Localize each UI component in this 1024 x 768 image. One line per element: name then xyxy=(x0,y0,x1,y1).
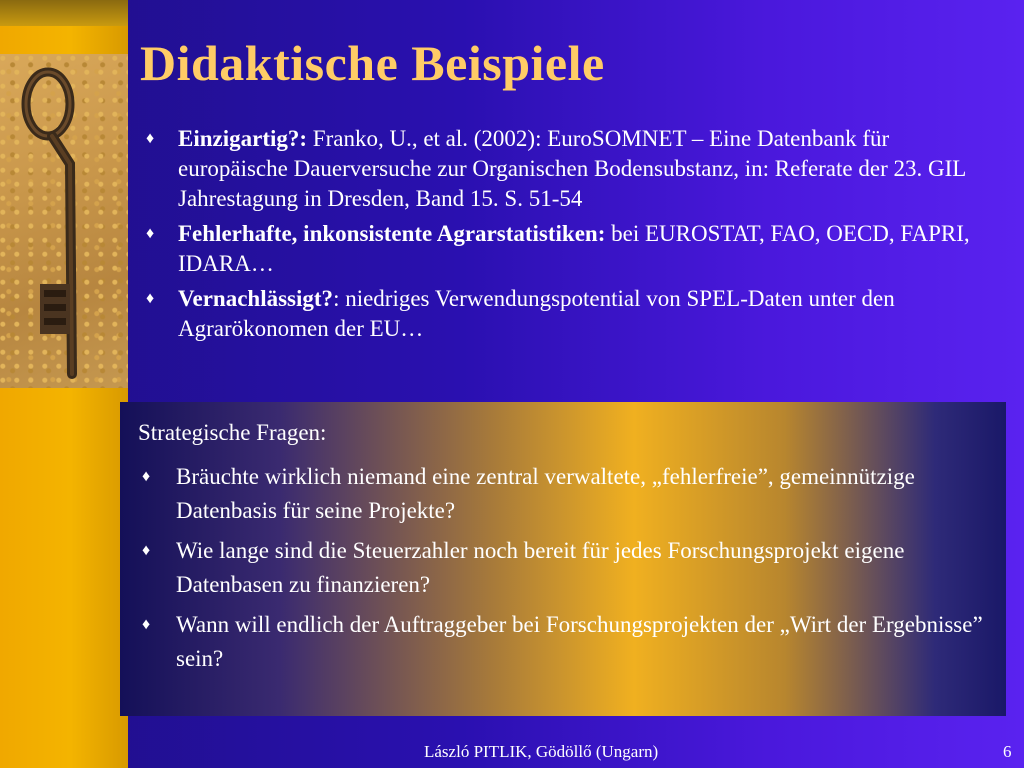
diamond-bullet-icon: ♦ xyxy=(146,225,155,242)
bullet-einzigartig xyxy=(146,124,976,214)
left-accent-strip xyxy=(0,0,128,768)
key-image xyxy=(0,54,128,388)
page-number: 6 xyxy=(1003,742,1012,761)
bullet-text: : niedriges Verwendungspotential von SPEL-Daten unter den Agrarökonomen der EU… xyxy=(178,286,895,341)
bullet-agrarstatistiken xyxy=(146,219,976,279)
diamond-bullet-icon: ♦ xyxy=(146,130,155,147)
strip-top-shade xyxy=(0,0,128,26)
box-heading: Strategische Fragen: xyxy=(138,420,327,445)
question-list xyxy=(142,460,992,682)
bullet-bold-label: Vernachlässigt? xyxy=(178,286,334,311)
question-item xyxy=(142,460,992,528)
bullet-text: Franko, U., et al. (2002): EuroSOMNET – Eine Datenbank für europäische Dauerversuche zur Organischen Bodensubstanz, in: Referate der 23. GIL Jahrestagung in Dresden, Band 15. S. 51-54 xyxy=(178,126,966,211)
diamond-bullet-icon: ♦ xyxy=(142,468,151,485)
slide-footer xyxy=(0,738,1024,768)
bullet-bold-label: Einzigartig?: xyxy=(178,126,308,151)
question-text: Bräuchte wirklich niemand eine zentral verwaltete, „fehlerfreie”, gemeinnützige Datenbasis für seine Projekte? xyxy=(176,464,915,523)
main-bullet-list xyxy=(146,124,976,349)
slide-title: Didaktische Beispiele xyxy=(140,35,605,91)
bullet-bold-label: Fehlerhafte, inkonsistente Agrarstatistiken: xyxy=(178,221,606,246)
question-text: Wann will endlich der Auftraggeber bei Forschungsprojekten der „Wirt der Ergebnisse” sein? xyxy=(176,612,983,671)
question-text: Wie lange sind die Steuerzahler noch bereit für jedes Forschungsprojekt eigene Datenbasen zu finanzieren? xyxy=(176,538,905,597)
footer-author: László PITLIK, Gödöllő (Ungarn) xyxy=(424,742,659,761)
question-item xyxy=(142,534,992,602)
question-item xyxy=(142,608,992,676)
diamond-bullet-icon: ♦ xyxy=(142,542,151,559)
bullet-vernachlaessigt xyxy=(146,284,976,344)
old-key-icon xyxy=(0,54,128,388)
strategic-questions-box xyxy=(120,402,1006,716)
bullet-text: bei EUROSTAT, FAO, OECD, FAPRI, IDARA… xyxy=(178,221,970,276)
diamond-bullet-icon: ♦ xyxy=(142,616,151,633)
diamond-bullet-icon: ♦ xyxy=(146,290,155,307)
